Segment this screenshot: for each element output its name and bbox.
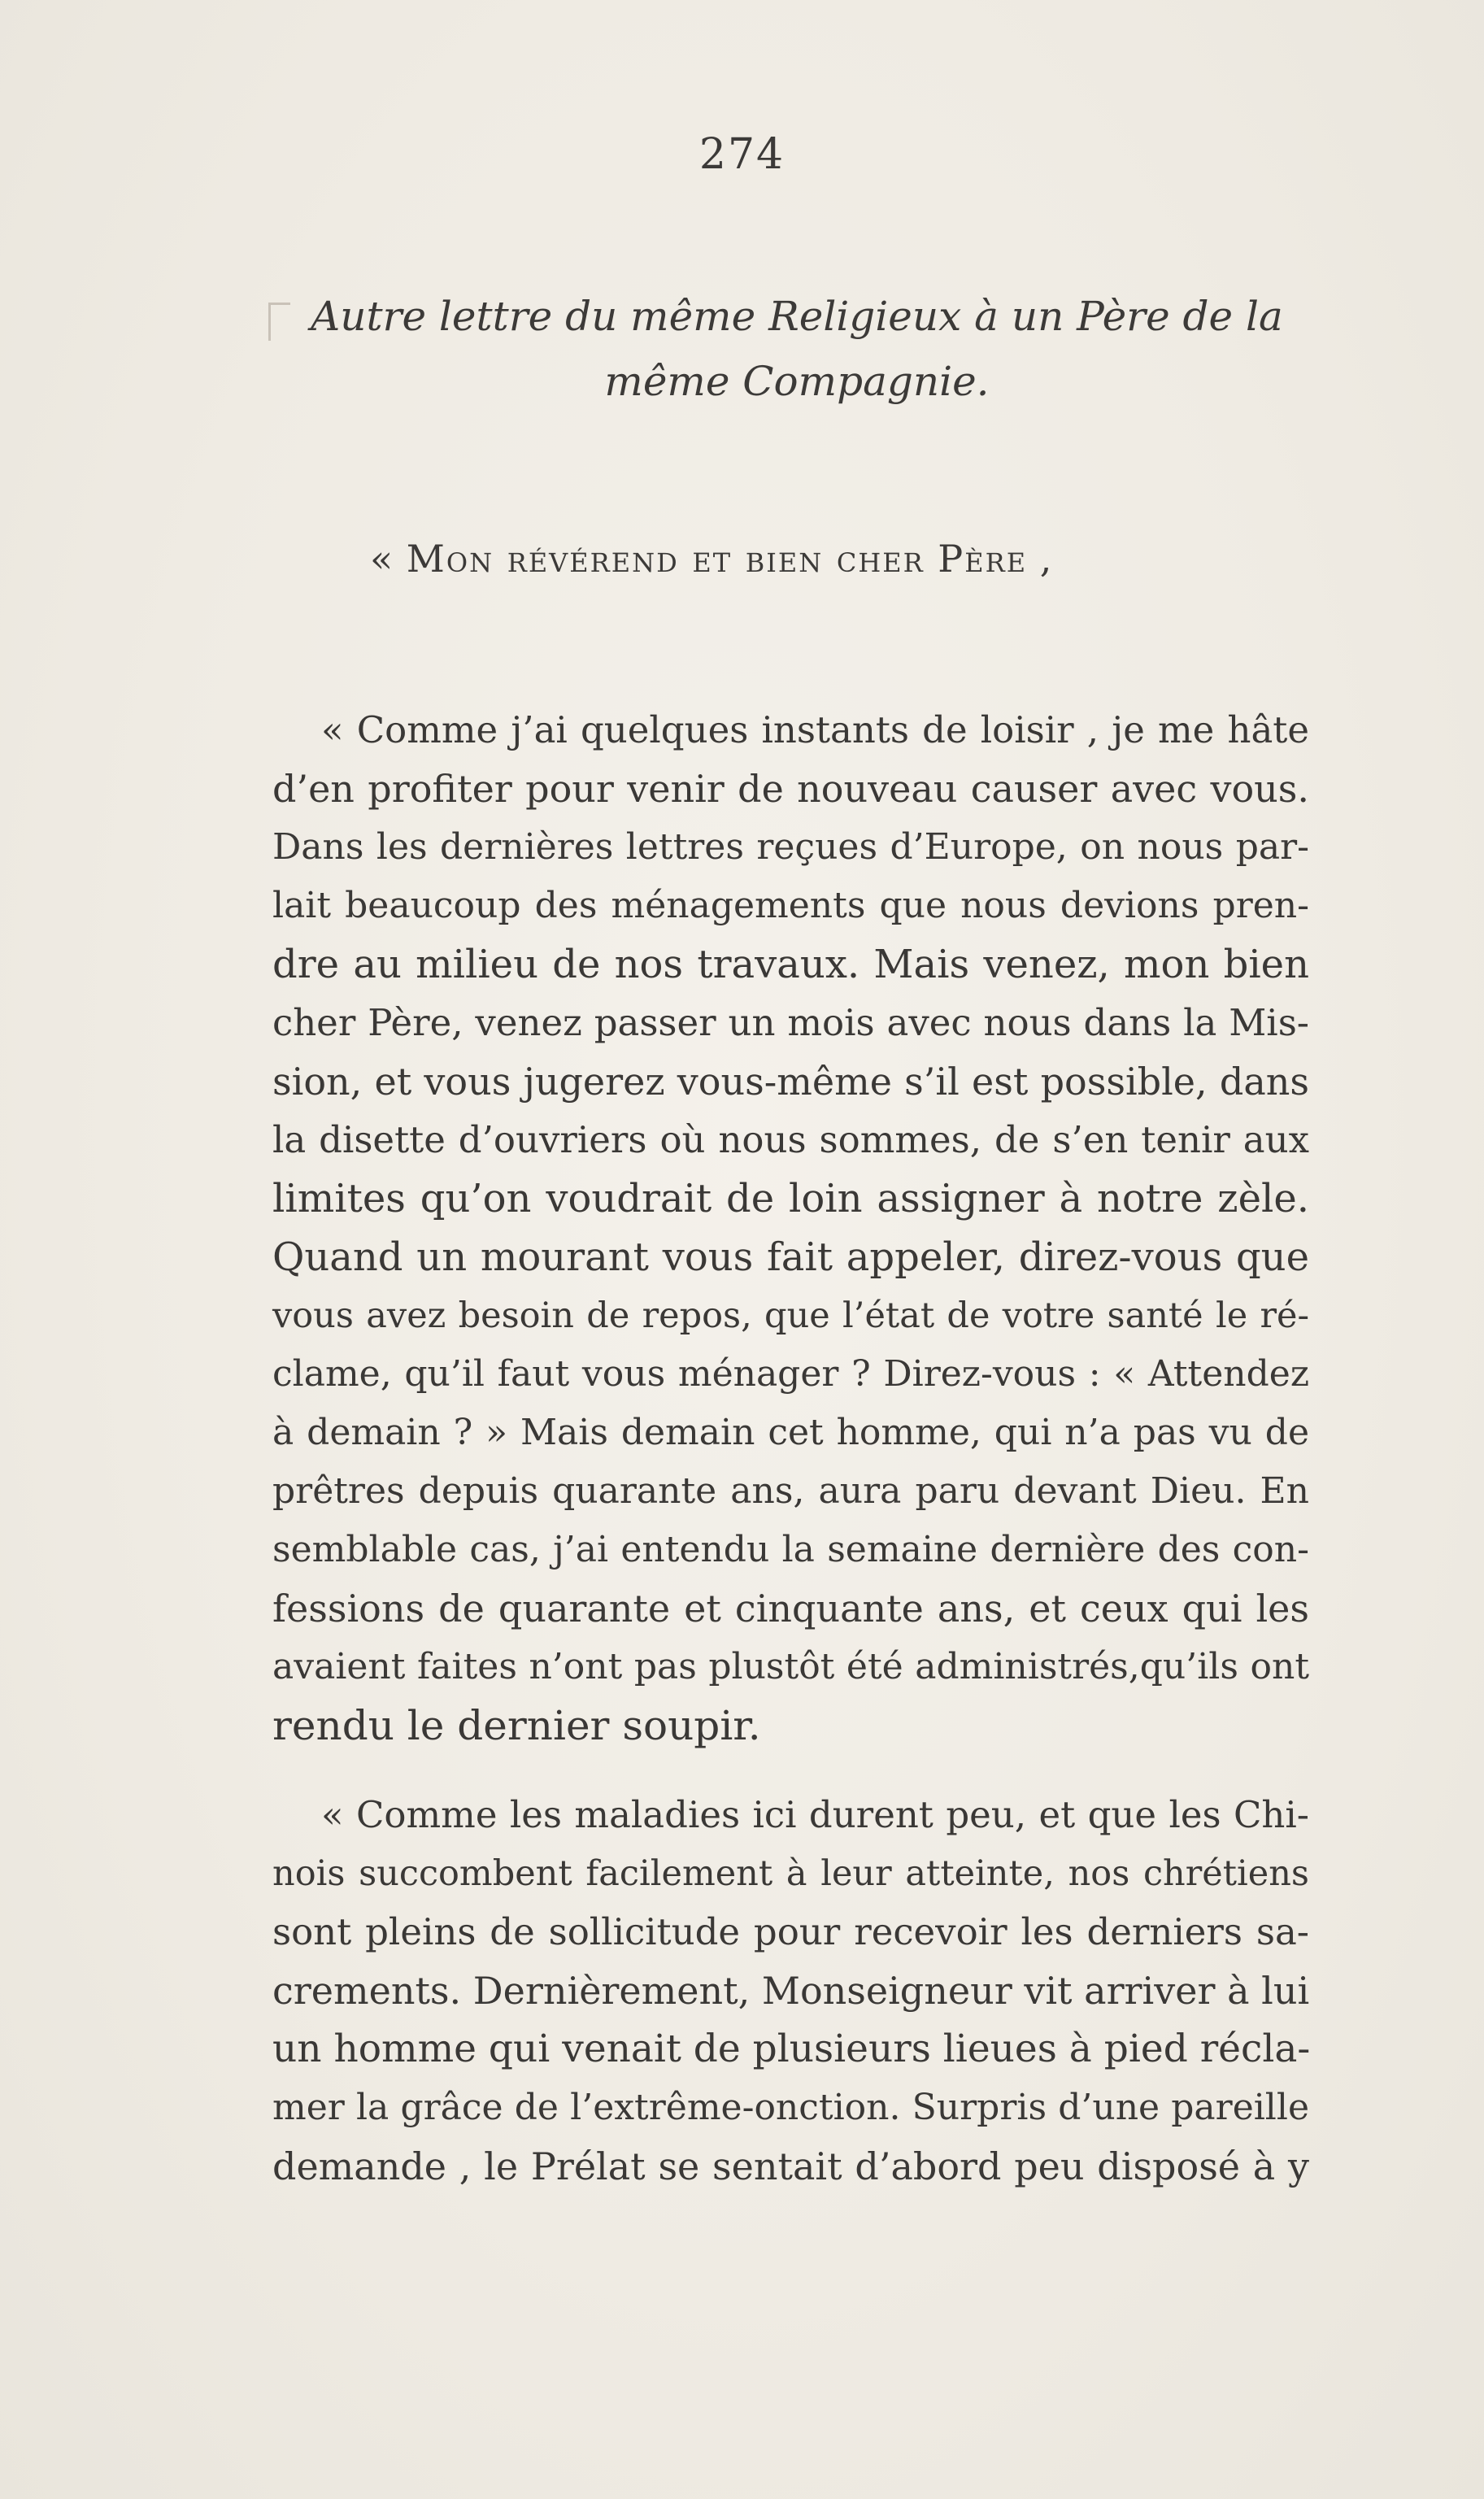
letter-heading-line-1: Autre lettre du même Religieux à un Père de la [311, 293, 1283, 340]
body-line: vous avez besoin de repos, que l’état de votre santé le ré- [272, 1295, 1309, 1336]
body-line: prêtres depuis quarante ans, aura paru devant Dieu. En [272, 1470, 1309, 1512]
body-line: cher Père, venez passer un mois avec nous dans la Mis- [272, 1001, 1309, 1044]
body-line: dre au milieu de nos travaux. Mais venez, mon bien [272, 942, 1309, 987]
body-line: lait beaucoup des ménagements que nous devions pren- [272, 885, 1309, 926]
letter-heading-line-2: même Compagnie. [604, 358, 990, 405]
salutation-comma: , [1027, 537, 1053, 581]
body-line: la disette d’ouvriers où nous sommes, de s’en tenir aux [272, 1118, 1309, 1161]
body-line: demande , le Prélat se sentait d’abord peu disposé à y [272, 2144, 1309, 2188]
body-line: nois succombent facilement à leur atteinte, nos chrétiens [272, 1853, 1309, 1894]
salutation-text: Mon révérend et bien cher Père [406, 537, 1028, 581]
body-line: d’en profiter pour venir de nouveau causer avec vous. [272, 767, 1309, 811]
body-line: crements. Dernièrement, Monseigneur vit arriver à lui [272, 1969, 1310, 2013]
salutation-open-quote: « [370, 537, 407, 581]
body-line: avaient faites n’ont pas plustôt été administrés,qu’ils ont [272, 1646, 1309, 1687]
body-line: semblable cas, j’ai entendu la semaine dernière des con- [272, 1529, 1309, 1570]
body-line: sion, et vous jugerez vous-même s’il est possible, dans [272, 1060, 1309, 1104]
body-line: Dans les dernières lettres reçues d’Europe, on nous par- [272, 826, 1309, 868]
body-line: Quand un mourant vous fait appeler, direz-vous que [272, 1234, 1309, 1280]
body-line: à demain ? » Mais demain cet homme, qui n’a pas vu de [272, 1412, 1309, 1453]
body-line: mer la grâce de l’extrême-onction. Surpris d’une pareille [272, 2087, 1309, 2128]
body-line: un homme qui venait de plusieurs lieues à pied récla- [272, 2027, 1311, 2071]
body-line: clame, qu’il faut vous ménager ? Direz-vous : « Attendez [272, 1353, 1309, 1395]
body-line: rendu le dernier soupir. [272, 1702, 761, 1749]
body-line: fessions de quarante et cinquante ans, et ceux qui les [272, 1587, 1309, 1630]
body-line: « Comme les maladies ici durent peu, et que les Chi- [321, 1793, 1309, 1836]
body-line: limites qu’on voudrait de loin assigner à notre zèle. [272, 1176, 1309, 1221]
salutation [370, 537, 1052, 581]
body-line: sont pleins de sollicitude pour recevoir les derniers sa- [272, 1910, 1309, 1953]
body-line: « Comme j’ai quelques instants de loisir , je me hâte [321, 708, 1309, 751]
page-number: 274 [698, 130, 786, 179]
